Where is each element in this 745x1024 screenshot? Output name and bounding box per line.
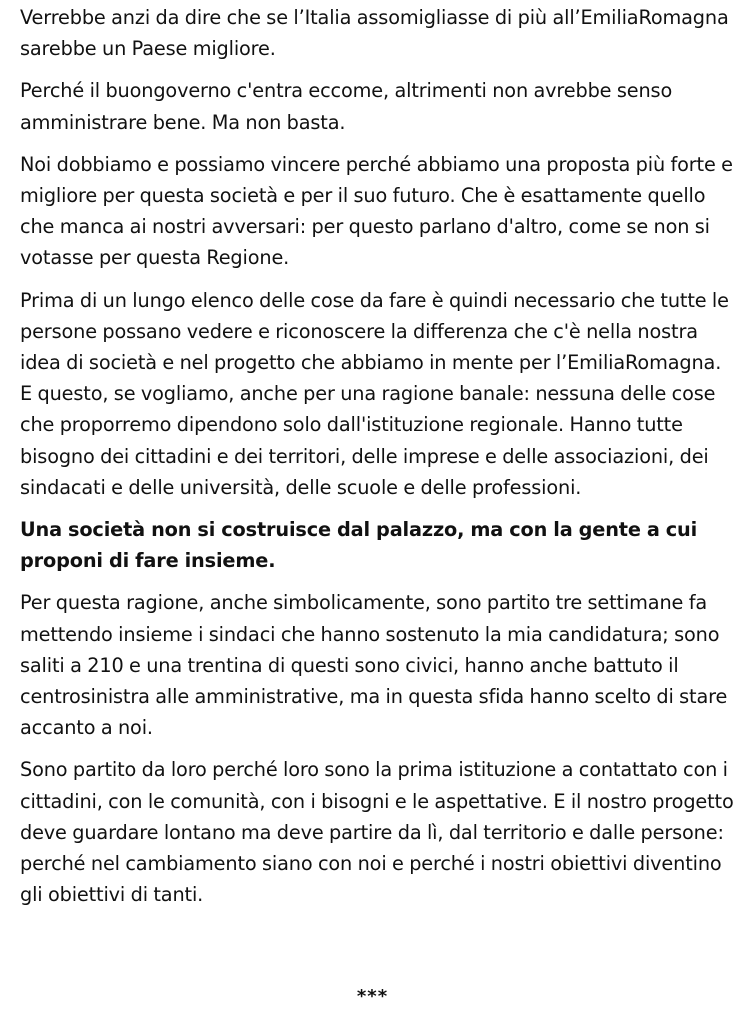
paragraph-3: Noi dobbiamo e possiamo vincere perché abbiamo una proposta più forte e migliore per questa società e per il suo futuro. Che è esattamente quello che manca ai nostri avversari: per questo parlano d'altro, come se non si votasse per questa Regione. [20,152,733,270]
paragraph-5-bold-statement: Una società non si costruisce dal palazzo, ma con la gente a cui proponi di fare insieme. [20,518,698,573]
paragraph-2: Perché il buongoverno c'entra eccome, altrimenti non avrebbe senso amministrare bene. Ma non basta. [20,79,673,134]
document-body [20,2,738,921]
paragraph-1: Verrebbe anzi da dire che se l’Italia assomigliasse di più all’EmiliaRomagna sarebbe un Paese migliore. [20,6,729,61]
paragraph-6: Per questa ragione, anche simbolicamente, sono partito tre settimane fa mettendo insieme i sindaci che hanno sostenuto la mia candidatura; sono saliti a 210 e una trentina di questi sono civici, hanno anche battuto il centrosinistra alle amministrative, ma in questa sfida hanno scelto di stare accanto a noi. [20,591,728,740]
paragraph-7: Sono partito da loro perché loro sono la prima istituzione a contattato con i cittadini, con le comunità, con i bisogni e le aspettative. E il nostro progetto deve guardare lontano ma deve partire da lì, dal territorio e dalle persone: perché nel cambiamento siano con noi e perché i nostri obiettivi diventino gli obiettivi di tanti. [20,758,734,907]
section-separator: *** [356,986,389,1007]
paragraph-4: Prima di un lungo elenco delle cose da fare è quindi necessario che tutte le persone possano vedere e riconoscere la differenza che c'è nella nostra idea di società e nel progetto che abbiamo in mente per l’EmiliaRomagna. E questo, se vogliamo, anche per una ragione banale: nessuna delle cose che proporremo dipendono solo dall'istituzione regionale. Hanno tutte bisogno dei cittadini e dei territori, delle imprese e delle associazioni, dei sindacati e delle università, delle scuole e delle professioni. [20,288,729,499]
